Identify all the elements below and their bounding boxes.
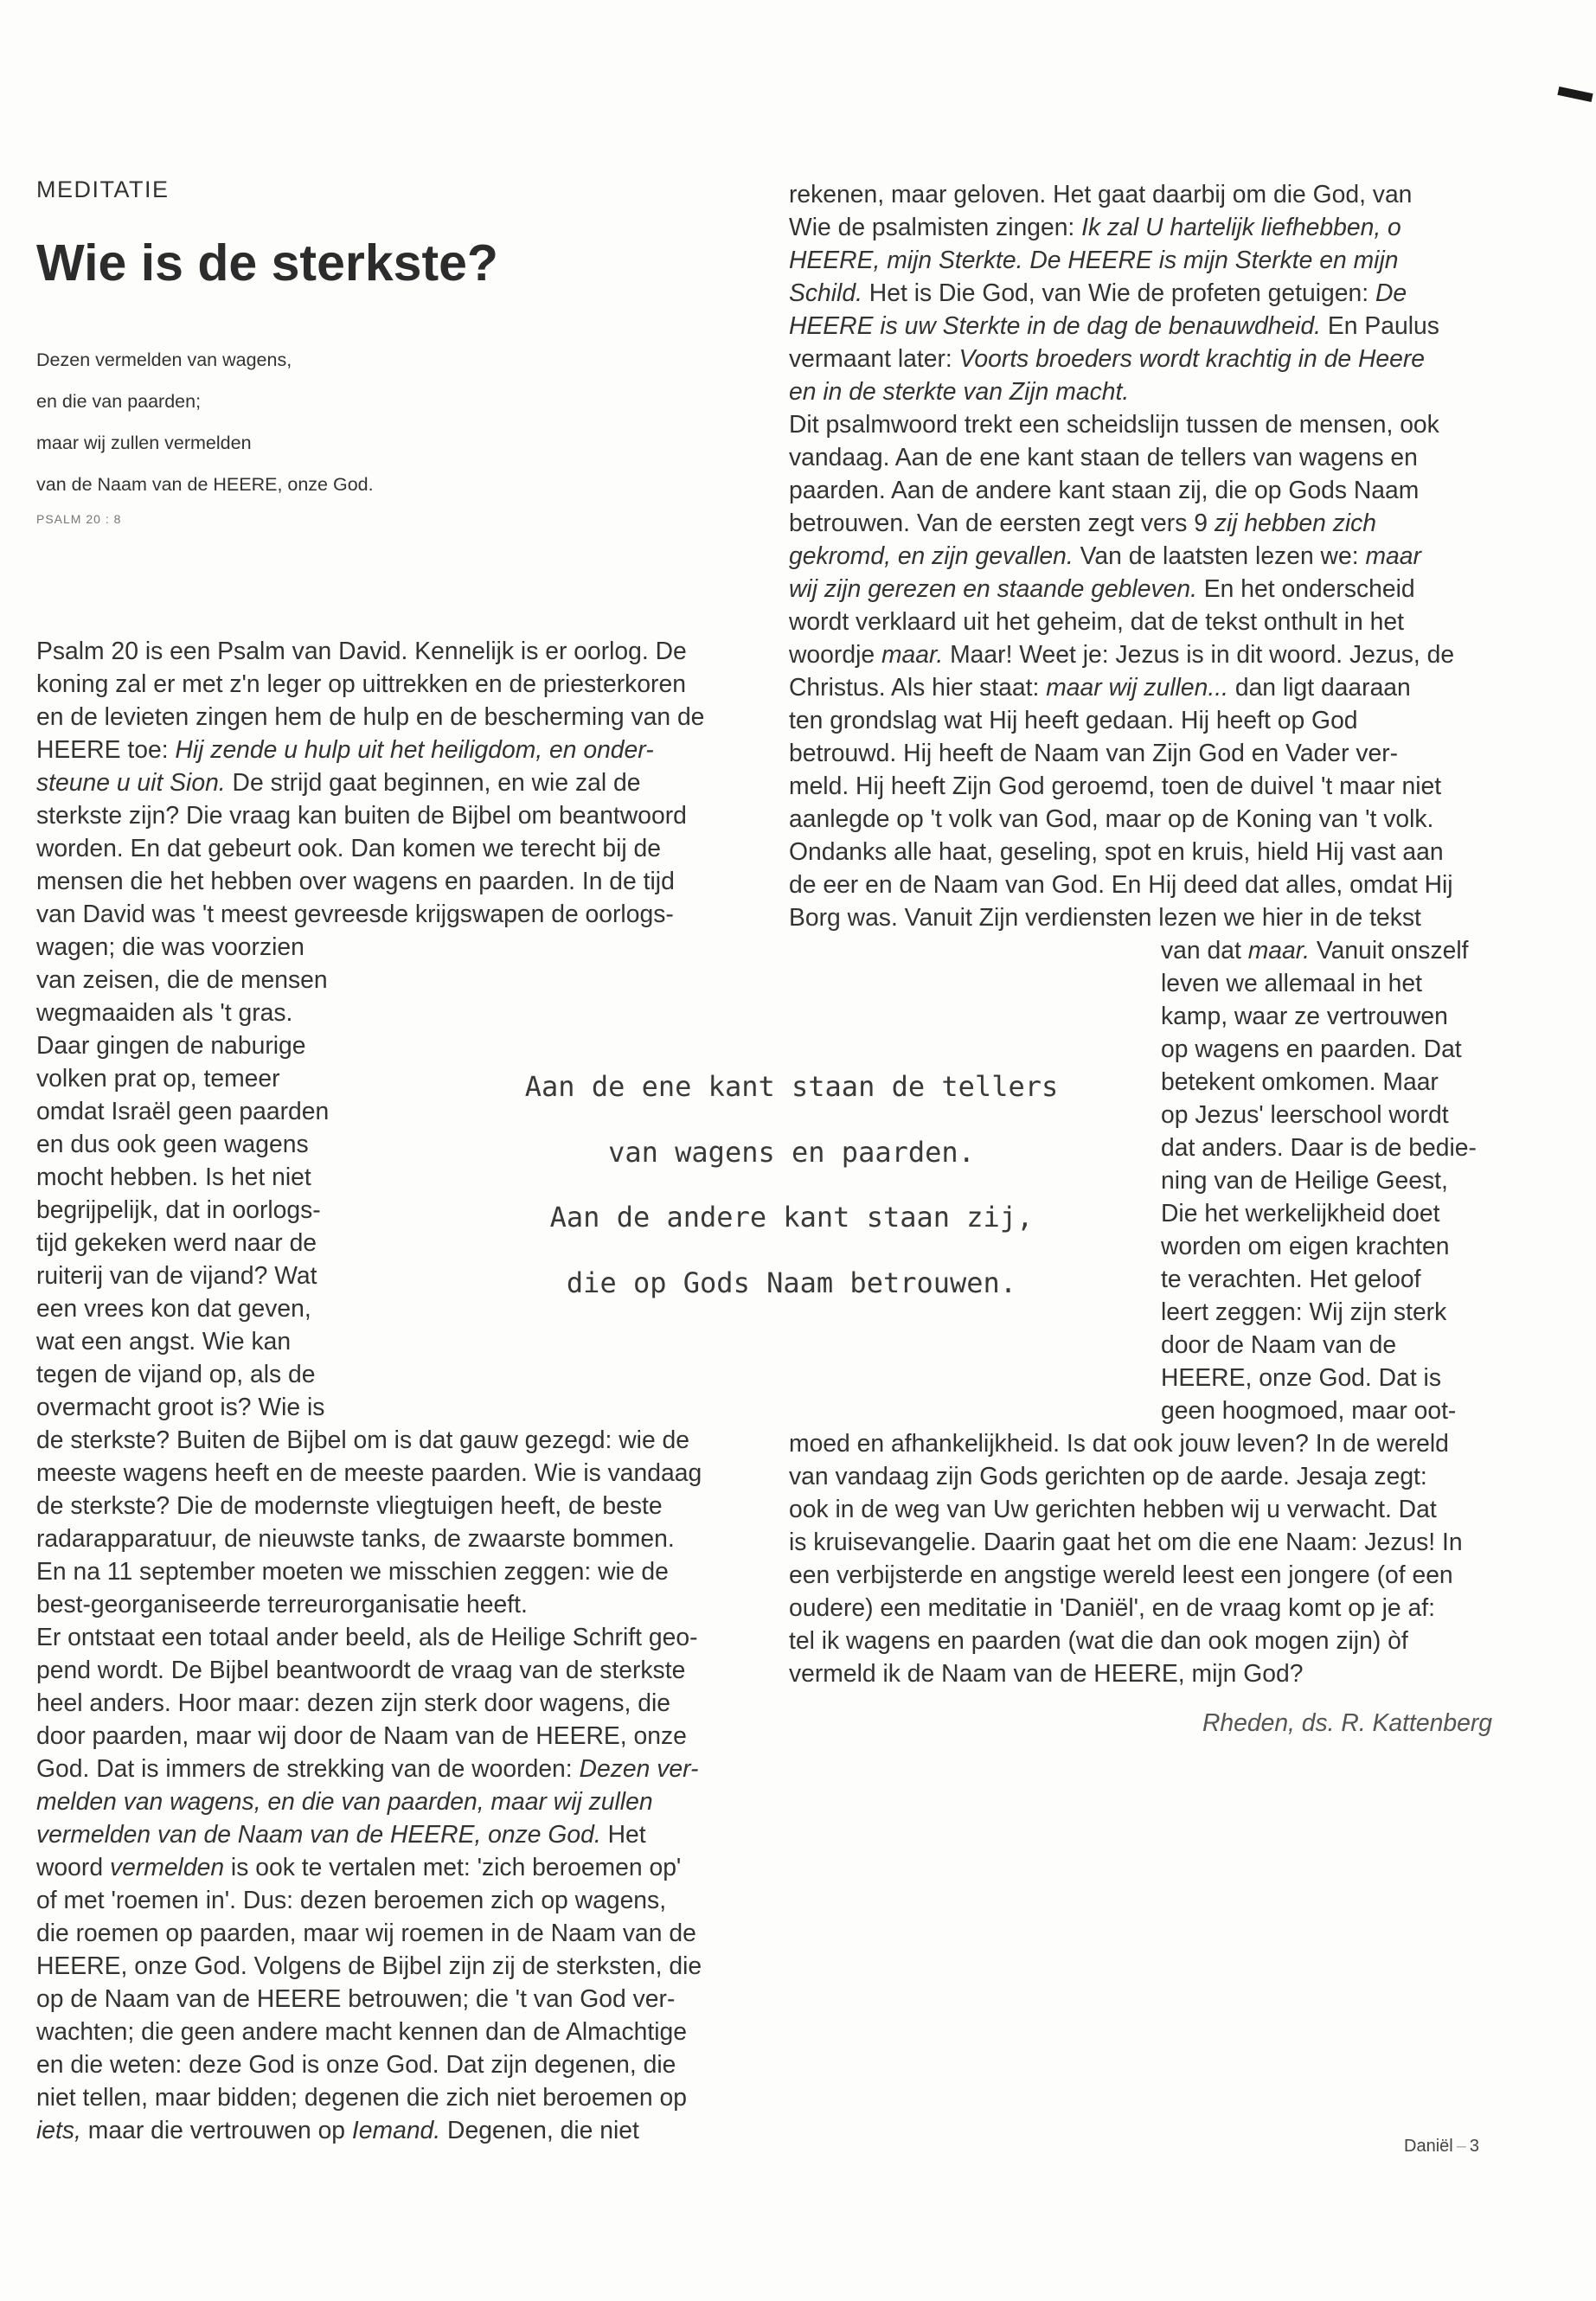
text-segment: moed en afhankelijkheid. Is dat ook jouw leven? In de wereld	[789, 1429, 1449, 1457]
text-line	[36, 831, 661, 864]
pull-quote-line: van wagens en paarden.	[608, 1135, 975, 1169]
text-segment: Dit psalmwoord trekt een scheidslijn tussen de mensen, ook	[789, 410, 1439, 438]
text-segment: heel anders. Hoor maar: dezen zijn sterk door wagens, die	[36, 1689, 670, 1716]
text-line	[36, 733, 654, 766]
text-segment: Iemand.	[351, 2116, 441, 2144]
text-segment: mocht hebben. Is het niet	[36, 1163, 311, 1190]
text-segment: de eer en de Naam van God. En Hij deed dat alles, omdat Hij	[789, 870, 1453, 898]
text-segment: woord	[36, 1853, 110, 1881]
text-line	[36, 634, 687, 667]
text-segment: melden van wagens, en die van paarden, maar wij zullen	[36, 1787, 653, 1815]
text-line	[789, 868, 1453, 901]
text-line	[36, 1522, 675, 1554]
pull-quote-line: Aan de andere kant staan zij,	[549, 1201, 1034, 1234]
text-line	[1161, 1361, 1441, 1394]
text-line	[36, 2113, 639, 2146]
text-line	[36, 1850, 681, 1883]
text-line	[1161, 1131, 1477, 1163]
text-line	[36, 1883, 666, 1916]
text-line	[36, 1554, 669, 1587]
text-segment: geen hoogmoed, maar oot-	[1161, 1396, 1457, 1424]
text-segment: niet tellen, maar bidden; degenen die zich niet beroemen op	[36, 2083, 687, 2111]
author-signature: Rheden, ds. R. Kattenberg	[1202, 1708, 1492, 1736]
text-line	[1161, 933, 1468, 966]
text-line	[36, 1193, 321, 1226]
text-line	[789, 769, 1441, 802]
text-line	[36, 1620, 698, 1653]
text-line	[1161, 1065, 1439, 1098]
text-line	[789, 210, 1401, 243]
text-segment: een verbijsterde en angstige wereld leest een jongere (of een	[789, 1561, 1453, 1588]
text-line	[789, 1492, 1437, 1525]
text-segment: worden. En dat gebeurt ook. Dan komen we terecht bij de	[36, 834, 661, 862]
text-segment: HEERE, mijn Sterkte. De HEERE is mijn Sterkte en mijn	[789, 246, 1399, 273]
text-segment: op de Naam van de HEERE betrouwen; die 't van God ver-	[36, 1984, 676, 2012]
text-line	[36, 1226, 317, 1259]
text-segment: pend wordt. De Bijbel beantwoordt de vraag van de sterkste	[36, 1656, 686, 1683]
text-segment: wegmaaiden als 't gras.	[36, 998, 293, 1026]
text-line	[36, 1127, 309, 1160]
text-segment: ruiterij van de vijand? Wat	[36, 1261, 317, 1289]
text-line	[789, 736, 1398, 769]
text-line	[36, 864, 675, 897]
text-line	[36, 1817, 646, 1850]
text-segment: tegen de vijand op, als de	[36, 1360, 316, 1388]
text-line	[789, 375, 1129, 407]
text-segment: rekenen, maar geloven. Het gaat daarbij om die God, van	[789, 180, 1413, 208]
text-segment: koning zal er met z'n leger op uittrekken en de priesterkoren	[36, 670, 686, 697]
text-line	[1161, 1163, 1448, 1196]
text-line	[789, 1624, 1408, 1657]
text-segment: maar.	[881, 640, 944, 668]
text-segment: HEERE, onze God. Volgens de Bijbel zijn zij de sterksten, die	[36, 1952, 702, 1979]
text-line	[789, 1525, 1463, 1558]
text-segment: leven we allemaal in het	[1161, 969, 1423, 997]
text-segment: sterkste zijn? Die vraag kan buiten de Bijbel om beantwoord	[36, 801, 687, 829]
text-segment: Wie de psalmisten zingen:	[789, 213, 1082, 240]
page-title: Wie is de sterkste?	[36, 234, 498, 292]
text-segment: betrouwd. Hij heeft de Naam van Zijn God en Vader ver-	[789, 739, 1399, 766]
text-segment: meld. Hij heeft Zijn God geroemd, toen de duivel 't maar niet	[789, 772, 1442, 799]
text-segment: van dat	[1161, 936, 1248, 964]
text-segment: leert zeggen: Wij zijn sterk	[1161, 1298, 1447, 1325]
text-segment: iets,	[36, 2116, 81, 2144]
text-line	[1161, 1328, 1396, 1361]
text-line	[789, 835, 1444, 868]
text-segment: tijd gekeken werd naar de	[36, 1228, 317, 1256]
text-segment: Schild.	[789, 279, 862, 306]
text-line	[789, 802, 1433, 835]
text-segment: overmacht groot is? Wie is	[36, 1393, 325, 1420]
text-segment: omdat Israël geen paarden	[36, 1097, 330, 1125]
text-line	[789, 276, 1407, 309]
text-segment: de sterkste? Die de modernste vliegtuigen heeft, de beste	[36, 1491, 663, 1519]
text-line	[36, 1423, 689, 1456]
text-segment: radarapparatuur, de nieuwste tanks, de zwaarste bommen.	[36, 1524, 675, 1552]
text-segment: ook in de weg van Uw gerichten hebben wij u verwacht. Dat	[789, 1495, 1437, 1522]
text-segment: vermeld ik de Naam van de HEERE, mijn God?	[789, 1659, 1304, 1687]
text-line	[1161, 966, 1422, 999]
text-segment: Ik zal U hartelijk liefhebben, o	[1081, 213, 1401, 240]
text-line	[789, 539, 1421, 572]
text-segment: volken prat op, temeer	[36, 1064, 280, 1092]
text-segment: meeste wagens heeft en de meeste paarden. Wie is vandaag	[36, 1458, 702, 1486]
text-segment: Degenen, die niet	[440, 2116, 639, 2144]
text-segment: en in de sterkte van Zijn macht.	[789, 377, 1130, 405]
text-segment: maar.	[1247, 936, 1310, 964]
text-line	[1161, 1394, 1456, 1426]
section-label: MEDITATIE	[36, 176, 170, 202]
text-segment: steune u uit Sion.	[36, 768, 226, 796]
text-segment: of met 'roemen in'. Dus: dezen beroemen zich op wagens,	[36, 1886, 667, 1913]
text-segment: de sterkste? Buiten de Bijbel om is dat gauw gezegd: wie de	[36, 1426, 690, 1453]
text-line	[1161, 999, 1448, 1032]
text-line	[789, 177, 1412, 210]
text-line	[1161, 1295, 1446, 1328]
text-segment: een vrees kon dat geven,	[36, 1294, 311, 1322]
pull-quote-line: die op Gods Naam betrouwen.	[566, 1266, 1017, 1299]
text-segment: En het onderscheid	[1196, 574, 1415, 602]
text-segment: Hij zende u hulp uit het heiligdom, en onder-	[175, 735, 654, 763]
text-segment: Daar gingen de naburige	[36, 1031, 306, 1059]
text-line	[789, 506, 1376, 539]
text-line	[789, 407, 1439, 440]
text-line	[1161, 1032, 1462, 1065]
text-line	[789, 572, 1415, 605]
text-segment: van vandaag zijn Gods gerichten op de aarde. Jesaja zegt:	[789, 1462, 1427, 1490]
page-footer	[1332, 2137, 1479, 2157]
text-segment: woordje	[789, 640, 881, 668]
text-segment: paarden. Aan de andere kant staan zij, die op Gods Naam	[789, 476, 1420, 503]
text-line	[36, 1061, 280, 1094]
text-line	[36, 1982, 675, 2015]
text-line	[36, 1719, 687, 1752]
text-segment: wat een angst. Wie kan	[36, 1327, 292, 1355]
text-line	[36, 1160, 311, 1193]
text-segment: zij hebben zich	[1214, 509, 1377, 536]
text-line	[36, 1324, 291, 1357]
text-line	[789, 1558, 1453, 1591]
magazine-name: Daniël	[1404, 2137, 1453, 2156]
text-segment: dan ligt daaraan	[1227, 673, 1411, 701]
text-line	[789, 638, 1454, 670]
text-segment: dat anders. Daar is de bedie-	[1161, 1133, 1477, 1161]
text-line	[36, 1752, 698, 1785]
verse-line: en die van paarden;	[36, 391, 202, 412]
text-segment: Dezen ver-	[579, 1754, 699, 1782]
text-line	[36, 930, 304, 963]
text-segment: Er ontstaat een totaal ander beeld, als de Heilige Schrift geo-	[36, 1623, 698, 1650]
text-segment: Psalm 20 is een Psalm van David. Kennelijk is er oorlog. De	[36, 637, 687, 664]
text-line	[1161, 1262, 1420, 1295]
text-line	[36, 2080, 687, 2113]
text-line	[1161, 1098, 1449, 1131]
text-line	[36, 1686, 670, 1719]
text-segment: op wagens en paarden. Dat	[1161, 1035, 1462, 1062]
text-segment: en dus ook geen wagens	[36, 1130, 309, 1157]
text-segment: Die het werkelijkheid doet	[1161, 1199, 1440, 1227]
text-line	[36, 1357, 316, 1390]
text-segment: wij zijn gerezen en staande gebleven.	[789, 574, 1197, 602]
text-line	[36, 2015, 687, 2048]
text-segment: maar	[1365, 542, 1421, 569]
text-line	[36, 1390, 324, 1423]
text-segment: door paarden, maar wij door de Naam van de HEERE, onze	[36, 1721, 687, 1749]
text-segment: is ook te vertalen met: 'zich beroemen op'	[224, 1853, 682, 1881]
text-segment: en die weten: deze God is onze God. Dat zijn degenen, die	[36, 2050, 676, 2078]
footer-separator: –	[1456, 2137, 1466, 2156]
text-segment: is kruisevangelie. Daarin gaat het om die ene Naam: Jezus! In	[789, 1528, 1463, 1555]
text-segment: HEERE is uw Sterkte in de dag de benauwdheid.	[789, 311, 1322, 339]
text-segment: En Paulus	[1321, 311, 1439, 339]
text-segment: wachten; die geen andere macht kennen dan de Almachtige	[36, 2017, 687, 2045]
text-line	[789, 1459, 1427, 1492]
text-line	[789, 901, 1421, 933]
corner-mark	[1557, 87, 1593, 102]
text-line	[36, 1785, 653, 1817]
text-segment: maar die vertrouwen op	[80, 2116, 352, 2144]
text-line	[36, 1949, 702, 1982]
text-segment: Het is Die God, van Wie de profeten getuigen:	[862, 279, 1375, 306]
text-line	[36, 1653, 685, 1686]
text-line	[36, 1029, 306, 1061]
text-segment: HEERE, onze God. Dat is	[1161, 1363, 1441, 1391]
pull-quote-line: Aan de ene kant staan de tellers	[524, 1070, 1059, 1103]
text-line	[789, 605, 1404, 638]
text-line	[36, 1456, 702, 1489]
text-segment: Maar! Weet je: Jezus is in dit woord. Jezus, de	[943, 640, 1455, 668]
page-number: 3	[1469, 2137, 1479, 2156]
text-line	[36, 996, 292, 1029]
text-segment: Christus. Als hier staat:	[789, 673, 1047, 701]
text-segment: ten grondslag wat Hij heeft gedaan. Hij heeft op God	[789, 706, 1358, 734]
text-segment: En na 11 september moeten we misschien zeggen: wie de	[36, 1557, 669, 1585]
text-line	[36, 766, 640, 798]
verse-line: van de Naam van de HEERE, onze God.	[36, 474, 374, 495]
text-segment: die roemen op paarden, maar wij roemen in de Naam van de	[36, 1919, 696, 1946]
text-segment: vermelden	[109, 1853, 225, 1881]
text-line	[789, 1426, 1449, 1459]
text-segment: betekent omkomen. Maar	[1161, 1067, 1439, 1095]
text-line	[36, 798, 687, 831]
text-segment: worden om eigen krachten	[1161, 1232, 1450, 1259]
text-segment: oudere) een meditatie in 'Daniël', en de vraag komt op je af:	[789, 1593, 1435, 1621]
text-segment: van zeisen, die de mensen	[36, 965, 328, 993]
text-line	[36, 1259, 317, 1292]
text-segment: HEERE toe:	[36, 735, 176, 763]
text-segment: De	[1375, 279, 1407, 306]
text-segment: De strijd gaat beginnen, en wie zal de	[225, 768, 641, 796]
text-segment: ning van de Heilige Geest,	[1161, 1166, 1448, 1194]
text-segment: Van de laatsten lezen we:	[1073, 542, 1366, 569]
text-line	[789, 243, 1398, 276]
text-segment: en de levieten zingen hem de hulp en de bescherming van de	[36, 702, 705, 730]
text-segment: mensen die het hebben over wagens en paarden. In de tijd	[36, 867, 675, 894]
text-line	[36, 2048, 676, 2080]
pull-quote	[450, 1054, 1133, 1316]
text-line	[789, 473, 1419, 506]
text-segment: op Jezus' leerschool wordt	[1161, 1100, 1449, 1128]
text-line	[36, 1292, 311, 1324]
text-line	[789, 670, 1411, 703]
text-segment: gekromd, en zijn gevallen.	[789, 542, 1074, 569]
text-segment: door de Naam van de	[1161, 1330, 1397, 1358]
text-line	[1161, 1196, 1439, 1229]
text-segment: begrijpelijk, dat in oorlogs-	[36, 1195, 321, 1223]
text-segment: God. Dat is immers de strekking van de woorden:	[36, 1754, 580, 1782]
text-segment: betrouwen. Van de eersten zegt vers 9	[789, 509, 1215, 536]
text-segment: maar wij zullen...	[1046, 673, 1228, 701]
text-segment: wordt verklaard uit het geheim, dat de tekst onthult in het	[789, 607, 1404, 635]
text-line	[36, 1587, 528, 1620]
text-segment: Het	[600, 1820, 646, 1848]
text-line	[36, 897, 674, 930]
text-segment: vermelden van de Naam van de HEERE, onze God.	[36, 1820, 601, 1848]
text-line	[36, 700, 704, 733]
text-segment: te verachten. Het geloof	[1161, 1265, 1421, 1292]
verse-line: maar wij zullen vermelden	[36, 433, 252, 453]
text-line	[36, 1094, 329, 1127]
text-segment: vermaant later:	[789, 344, 959, 372]
text-line	[36, 1916, 696, 1949]
text-segment: tel ik wagens en paarden (wat die dan ook mogen zijn) òf	[789, 1626, 1408, 1654]
text-line	[789, 1657, 1303, 1689]
verse-line: Dezen vermelden van wagens,	[36, 349, 292, 370]
text-line	[36, 667, 686, 700]
text-segment: aanlegde op 't volk van God, maar op de Koning van 't volk.	[789, 804, 1434, 832]
text-segment: wagen; die was voorzien	[36, 933, 304, 960]
epigraph-verse	[36, 339, 374, 505]
text-line	[1161, 1229, 1449, 1262]
text-line	[789, 440, 1418, 473]
text-segment: Vanuit onszelf	[1309, 936, 1469, 964]
text-segment: vandaag. Aan de ene kant staan de tellers van wagens en	[789, 443, 1418, 471]
text-line	[36, 1489, 663, 1522]
text-line	[789, 309, 1439, 342]
text-segment: Voorts broeders wordt krachtig in de Heere	[958, 344, 1426, 372]
text-line	[789, 703, 1358, 736]
text-segment: van David was 't meest gevreesde krijgswapen de oorlogs-	[36, 900, 674, 927]
text-segment: Borg was. Vanuit Zijn verdiensten lezen we hier in de tekst	[789, 903, 1421, 931]
text-segment: best-georganiseerde terreurorganisatie heeft.	[36, 1590, 528, 1618]
text-line	[789, 342, 1425, 375]
verse-reference: PSALM 20 : 8	[36, 512, 122, 526]
text-segment: kamp, waar ze vertrouwen	[1161, 1002, 1448, 1029]
text-line	[36, 963, 328, 996]
text-line	[789, 1591, 1435, 1624]
text-segment: Ondanks alle haat, geseling, spot en kruis, hield Hij vast aan	[789, 837, 1444, 865]
